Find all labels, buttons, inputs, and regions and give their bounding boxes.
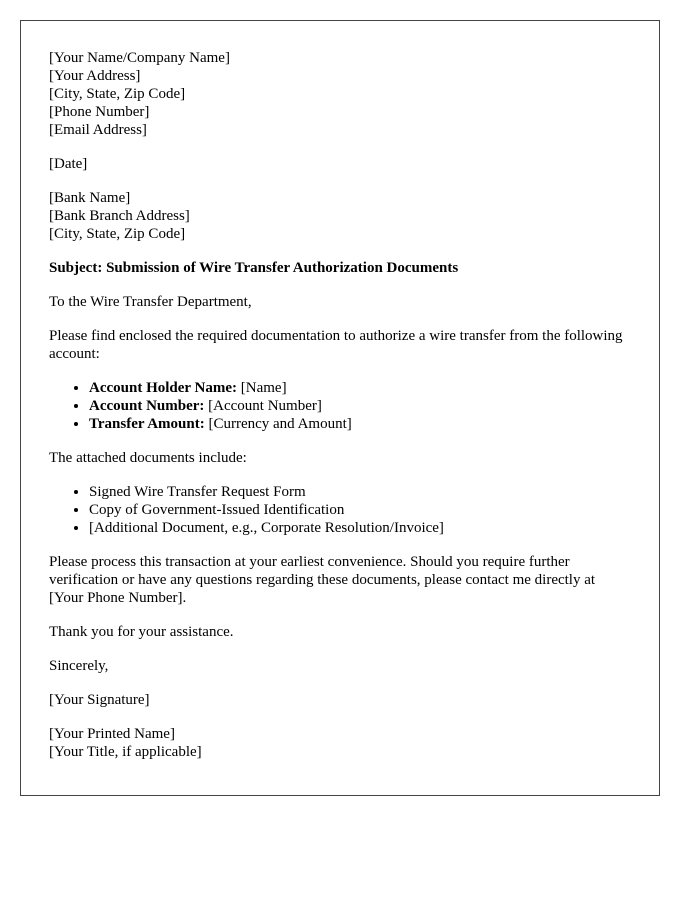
sender-phone: [Phone Number]: [49, 104, 150, 120]
recipient-city-state-zip: [City, State, Zip Code]: [49, 226, 186, 242]
intro-paragraph: Please find enclosed the required documentation to authorize a wire transfer from the following account:: [49, 328, 623, 362]
account-holder-label: Account Holder Name:: [89, 380, 238, 396]
list-item: • [Additional Document, e.g., Corporate Resolution/Invoice]: [89, 519, 631, 537]
recipient-block: [49, 189, 631, 243]
signer-block: [49, 725, 631, 761]
sign-off: Sincerely,: [49, 658, 109, 674]
list-item: [89, 379, 631, 397]
signer-title: [Your Title, if applicable]: [49, 744, 202, 760]
transfer-amount-value: [Currency and Amount]: [208, 416, 352, 432]
subject-line: Subject: Submission of Wire Transfer Authorization Documents: [49, 260, 459, 276]
list-item: • Signed Wire Transfer Request Form: [89, 483, 631, 501]
sender-name: [Your Name/Company Name]: [49, 50, 230, 66]
sender-email: [Email Address]: [49, 122, 147, 138]
sender-city-state-zip: [City, State, Zip Code]: [49, 86, 186, 102]
account-details-list: [49, 379, 631, 433]
transfer-amount-label: Transfer Amount:: [89, 416, 205, 432]
sender-address: [Your Address]: [49, 68, 141, 84]
account-holder-value: [Name]: [240, 380, 287, 396]
list-item: [89, 397, 631, 415]
thanks-line: Thank you for your assistance.: [49, 624, 234, 640]
documents-list: [49, 483, 631, 537]
recipient-bank-name: [Bank Name]: [49, 190, 131, 206]
letter-date: [Date]: [49, 156, 88, 172]
list-item: • Copy of Government-Issued Identification: [89, 501, 631, 519]
closing-paragraph: Please process this transaction at your earliest convenience. Should you require further verification or have any questions regarding these documents, please contact me directly at [Your Phone Number].: [49, 554, 596, 606]
recipient-branch-address: [Bank Branch Address]: [49, 208, 190, 224]
salutation: To the Wire Transfer Department,: [49, 294, 252, 310]
account-number-label: Account Number:: [89, 398, 205, 414]
signature-placeholder: [Your Signature]: [49, 692, 150, 708]
list-item: [89, 415, 631, 433]
letter-document: [20, 20, 660, 796]
account-number-value: [Account Number]: [208, 398, 322, 414]
sender-block: [49, 49, 631, 139]
printed-name: [Your Printed Name]: [49, 726, 175, 742]
attached-intro: The attached documents include:: [49, 450, 247, 466]
